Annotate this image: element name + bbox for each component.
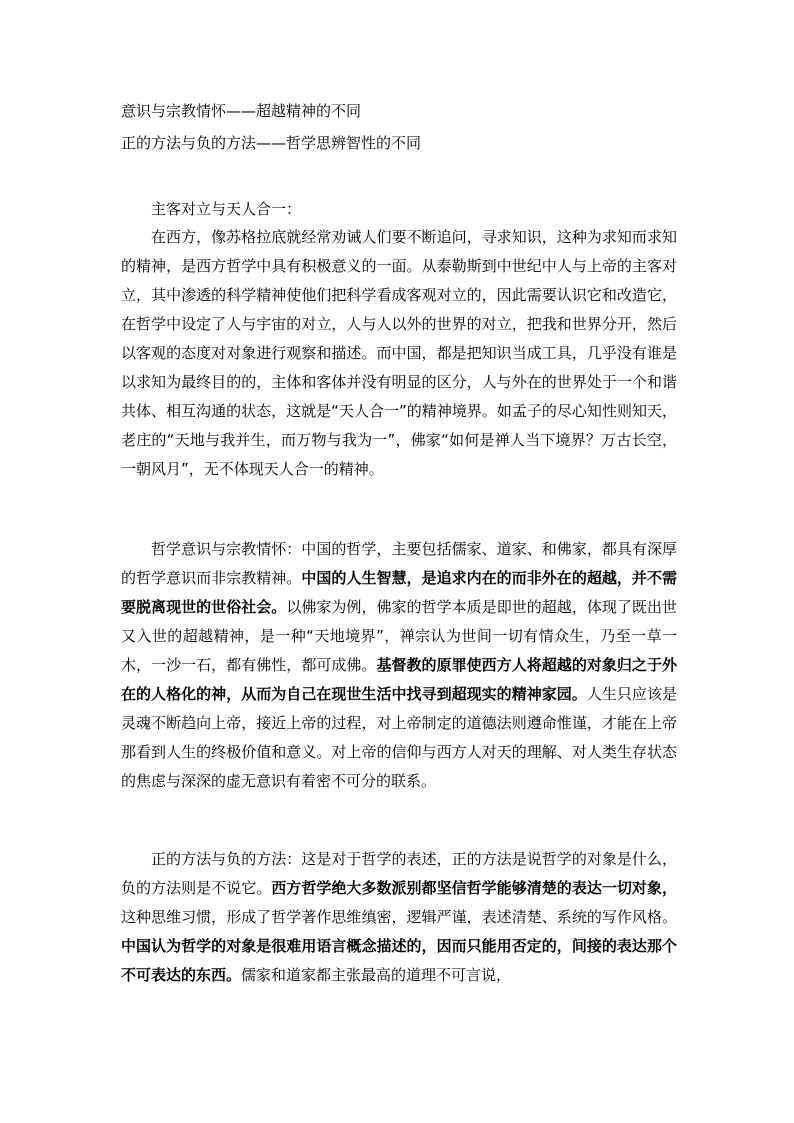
section-title	[121, 195, 677, 224]
p2-text-c: 以佛家为例，佛家的哲学本质是即世的超越，体现了既出世又入世的超越精神，是一种“天地境界”，禅宗认为世间一切有情众生，乃至一草一木，一沙一石，都有佛性，都可成佛。	[121, 598, 677, 674]
paragraph-methods	[121, 845, 677, 990]
p3-bold-b: 西方哲学绝大多数派别都坚信哲学能够清楚的表达一切对象，	[271, 879, 677, 897]
p3-text-c: 这种思维习惯，形成了哲学著作思维缜密，逻辑严谨，表述清楚、系统的写作风格。	[121, 908, 677, 926]
p3-bold-d: 中国认为哲学的对象是很难用语言概念描述的，因而只能用否定的，间接的表达那个不可表达的东西。	[121, 937, 677, 984]
p2-text-a: 哲学意识与宗教情怀：中国的哲学，主要包括儒家、道家、和佛家，都具有深厚的哲学意识而非宗教精神。	[121, 540, 677, 587]
p2-bold-d: 基督教的原罪使西方人将超越的对象归之于外在的人格化的神，从而为自己在现世生活中找寻到超现实的精神家园。	[121, 656, 677, 703]
section-title-text: 主客对立与天人合一：	[151, 200, 302, 218]
p2-bold-b: 中国的人生智慧，是追求内在的而非外在的超越，并不需要脱离现世的世俗社会。	[121, 569, 677, 616]
heading-methods: 正的方法与负的方法——哲学思辨智性的不同	[121, 134, 422, 152]
paragraph-subject-object-text: 在西方，像苏格拉底就经常劝诫人们要不断追问，寻求知识，这种为求知而求知的精神，是西方哲学中具有积极意义的一面。从泰勒斯到中世纪中人与上帝的主客对立，其中渗透的科学精神使他们把科学看成客观对立的，因此需要认识它和改造它，在哲学中设定了人与宇宙的对立，人与人以外的世界的对立，把我和世界分开，然后以客观的态度对对象进行观察和描述。而中国，都是把知识当成工具，几乎没有谁是以求知为最终目的的，主体和客体并没有明显的区分，人与外在的世界处于一个和谐共体、相互沟通的状态，这就是“天人合一”的精神境界。如孟子的尽心知性则知天，老庄的“天地与我并生，而万物与我为一”，佛家“如何是禅人当下境界？万古长空，一朝风月”，无不体现天人合一的精神。	[121, 228, 677, 478]
paragraph-subject-object	[121, 223, 677, 484]
heading-religion: 意识与宗教情怀——超越精神的不同	[121, 102, 362, 120]
p2-text-e: 人生只应该是灵魂不断趋向上帝，接近上帝的过程，对上帝制定的道德法则遵命惟谨，才能在上帝那看到人生的终极价值和意义。对上帝的信仰与西方人对天的理解、对人类生存状态的焦虑与深深的虚无意识有着密不可分的联系。	[121, 685, 677, 790]
paragraph-religion	[121, 535, 677, 796]
p3-text-e: 儒家和道家都主张最高的道理不可言说，	[241, 966, 512, 984]
p3-text-a: 正的方法与负的方法：这是对于哲学的表述，正的方法是说哲学的对象是什么，负的方法则是不说它。	[121, 850, 677, 897]
